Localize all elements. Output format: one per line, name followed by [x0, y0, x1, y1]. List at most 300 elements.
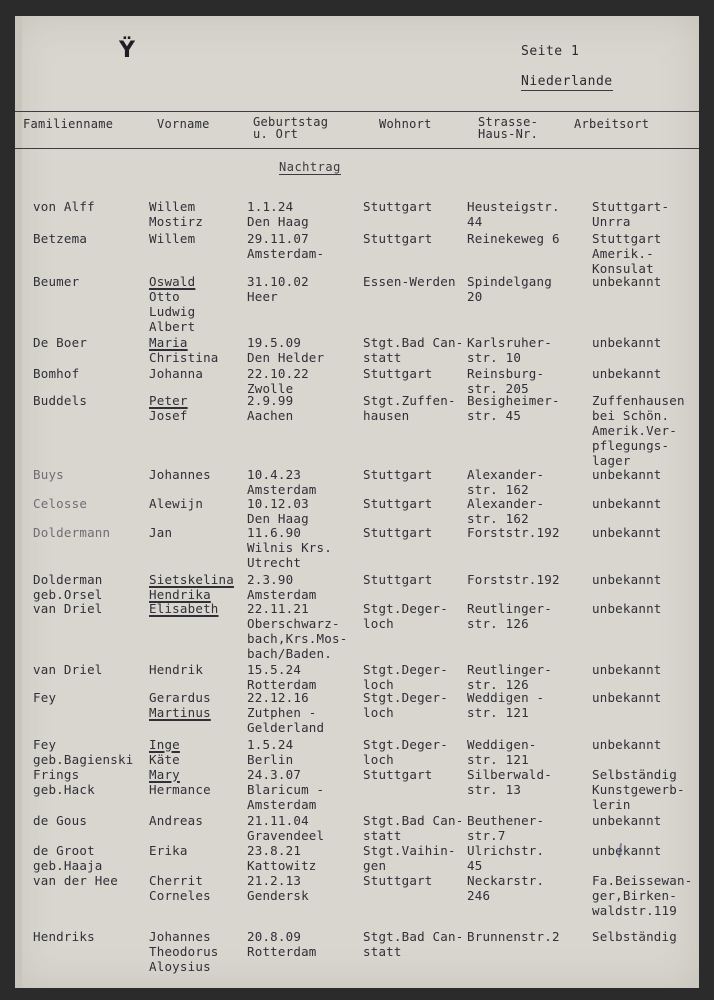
- familienname-line: Buddels: [33, 393, 88, 408]
- cell-familienname: [33, 525, 110, 540]
- geburt-line: Gendersk: [247, 888, 309, 903]
- geburt-line: bach,Krs.Mos-: [247, 631, 348, 646]
- wohnort-line: Stgt.Deger-: [363, 601, 448, 616]
- vorname-line: Cherrit: [149, 873, 204, 888]
- geburt-line: 2.3.90: [247, 572, 294, 587]
- strasse-line: Weddigen -: [467, 690, 545, 705]
- cell-strasse: [467, 572, 560, 587]
- header-strasse: Strasse- Haus-Nr.: [478, 115, 539, 141]
- geburt-line: 24.3.07: [247, 767, 302, 782]
- wohnort-line: Stuttgart: [363, 572, 433, 587]
- wohnort-line: Stgt.Vaihin-: [363, 843, 456, 858]
- strasse-line: 44: [467, 214, 483, 229]
- cell-geburt: [247, 767, 324, 812]
- cell-arbeitsort: [592, 467, 662, 482]
- arbeitsort-line: unbekannt: [592, 737, 662, 752]
- wohnort-line: Stuttgart: [363, 231, 433, 246]
- cell-familienname: [33, 601, 103, 616]
- vorname-line: Maria: [149, 335, 188, 350]
- vorname-line: Sietskelina: [149, 572, 234, 587]
- cell-strasse: [467, 813, 544, 843]
- cell-vorname: [149, 231, 195, 246]
- cell-wohnort: [363, 873, 433, 888]
- cell-geburt: [247, 662, 317, 692]
- handwritten-mark: Ÿ: [119, 38, 135, 63]
- cell-familienname: [33, 199, 95, 214]
- geburt-line: 1.5.24: [247, 737, 294, 752]
- vorname-line: Jan: [149, 525, 173, 540]
- arbeitsort-line: lager: [592, 453, 631, 468]
- familienname-line: geb.Haaja: [33, 858, 103, 873]
- familienname-line: geb.Orsel: [33, 587, 103, 602]
- cell-arbeitsort: [592, 873, 692, 918]
- wohnort-line: Stuttgart: [363, 873, 433, 888]
- vorname-line: Hendrika: [149, 587, 211, 602]
- strasse-line: str. 126: [467, 616, 529, 631]
- arbeitsort-line: Stuttgart: [592, 231, 662, 246]
- strasse-line: Alexander-: [467, 467, 545, 482]
- cell-geburt: [247, 572, 317, 602]
- strasse-line: Beuthener-: [467, 813, 545, 828]
- cell-strasse: [467, 274, 552, 304]
- geburt-line: bach/Baden.: [247, 646, 332, 661]
- wohnort-line: Stgt.Bad Can-: [363, 929, 464, 944]
- cell-geburt: [247, 601, 347, 661]
- familienname-line: de Gous: [33, 813, 88, 828]
- arbeitsort-line: ger,Birken-: [592, 888, 677, 903]
- cell-wohnort: [363, 813, 463, 843]
- vorname-line: Alewijn: [149, 496, 204, 511]
- strasse-line: 20: [467, 289, 483, 304]
- geburt-line: Den Haag: [247, 214, 309, 229]
- familienname-line: De Boer: [33, 335, 88, 350]
- wohnort-line: loch: [363, 616, 394, 631]
- vorname-line: Mostirz: [149, 214, 204, 229]
- strasse-line: 45: [467, 858, 483, 873]
- vorname-line: Gerardus: [149, 690, 211, 705]
- vorname-line: Johannes: [149, 929, 211, 944]
- vorname-line: Josef: [149, 408, 188, 423]
- geburt-line: 2.9.99: [247, 393, 294, 408]
- cell-familienname: [33, 929, 95, 944]
- familienname-line: Beumer: [33, 274, 80, 289]
- cell-wohnort: [363, 274, 456, 289]
- page-number: Seite 1: [521, 44, 580, 59]
- cell-vorname: [149, 662, 203, 677]
- cell-strasse: [467, 929, 560, 944]
- strasse-line: Silberwald-: [467, 767, 552, 782]
- geburt-line: 10.4.23: [247, 467, 302, 482]
- cell-vorname: [149, 601, 219, 616]
- familienname-line: Buys: [33, 467, 64, 482]
- cell-vorname: [149, 767, 211, 797]
- cell-strasse: [467, 496, 544, 526]
- geburt-line: 22.10.22: [247, 366, 309, 381]
- cell-wohnort: [363, 767, 433, 782]
- geburt-line: 21.11.04: [247, 813, 309, 828]
- familienname-line: geb.Bagienski: [33, 752, 134, 767]
- cell-familienname: [33, 767, 95, 797]
- cell-strasse: [467, 525, 560, 540]
- cell-familienname: [33, 662, 103, 677]
- cell-arbeitsort: [592, 393, 685, 468]
- geburt-line: Wilnis Krs.: [247, 540, 332, 555]
- vorname-line: Elisabeth: [149, 601, 219, 616]
- cell-geburt: [247, 335, 324, 365]
- strasse-line: Weddigen-: [467, 737, 537, 752]
- strasse-line: Brunnenstr.2: [467, 929, 560, 944]
- cell-geburt: [247, 929, 317, 959]
- geburt-line: Amsterdam: [247, 482, 317, 497]
- vorname-line: Oswald: [149, 274, 196, 289]
- arbeitsort-line: unbekannt: [592, 496, 662, 511]
- cell-vorname: [149, 335, 219, 365]
- cell-vorname: [149, 496, 203, 511]
- wohnort-line: statt: [363, 944, 402, 959]
- cell-geburt: [247, 274, 309, 304]
- geburt-line: Amsterdam: [247, 587, 317, 602]
- wohnort-line: Stgt.Bad Can-: [363, 813, 464, 828]
- vorname-line: Christina: [149, 350, 219, 365]
- strasse-line: Reinekeweg 6: [467, 231, 560, 246]
- geburt-line: Zwolle: [247, 381, 294, 396]
- vorname-line: Albert: [149, 319, 196, 334]
- cell-arbeitsort: [592, 767, 685, 812]
- geburt-line: 22.11.21: [247, 601, 309, 616]
- cell-vorname: [149, 525, 172, 540]
- cell-arbeitsort: [592, 690, 662, 705]
- header-rule-bottom: [15, 148, 699, 149]
- geburt-line: Blaricum -: [247, 782, 325, 797]
- cell-geburt: [247, 231, 324, 261]
- country-heading: Niederlande: [521, 74, 613, 89]
- arbeitsort-line: Zuffenhausen: [592, 393, 685, 408]
- cell-familienname: [33, 467, 64, 482]
- cell-familienname: [33, 274, 79, 289]
- strasse-line: Heusteigstr.: [467, 199, 560, 214]
- header-familienname: Familienname: [23, 117, 114, 131]
- strasse-line: str. 205: [467, 381, 529, 396]
- strasse-line: str. 45: [467, 408, 522, 423]
- cell-familienname: [33, 873, 118, 888]
- arbeitsort-line: Selbständig: [592, 767, 677, 782]
- strasse-line: str. 10: [467, 350, 522, 365]
- vorname-line: Mary: [149, 767, 180, 782]
- vorname-line: Aloysius: [149, 959, 211, 974]
- cell-arbeitsort: [592, 199, 669, 229]
- wohnort-line: Stuttgart: [363, 366, 433, 381]
- cell-geburt: [247, 873, 309, 903]
- cell-familienname: [33, 690, 56, 705]
- cell-vorname: [149, 737, 180, 767]
- wohnort-line: hausen: [363, 408, 410, 423]
- strasse-line: Neckarstr.: [467, 873, 545, 888]
- cell-geburt: [247, 737, 293, 767]
- cell-arbeitsort: [592, 274, 662, 289]
- cell-strasse: [467, 767, 552, 797]
- vorname-line: Martinus: [149, 705, 211, 720]
- cell-arbeitsort: [592, 813, 662, 828]
- arbeitsort-line: unbekannt: [592, 662, 662, 677]
- ink-mark: [618, 843, 632, 859]
- cell-arbeitsort: [592, 662, 662, 677]
- familienname-line: de Groot: [33, 843, 95, 858]
- geburt-line: Utrecht: [247, 555, 302, 570]
- cell-wohnort: [363, 662, 448, 692]
- cell-geburt: [247, 525, 332, 570]
- cell-wohnort: [363, 601, 448, 631]
- wohnort-line: statt: [363, 828, 402, 843]
- strasse-line: str. 126: [467, 677, 529, 692]
- cell-geburt: [247, 690, 324, 735]
- cell-wohnort: [363, 366, 433, 381]
- strasse-line: Alexander-: [467, 496, 545, 511]
- familienname-line: Frings: [33, 767, 80, 782]
- cell-vorname: [149, 393, 188, 423]
- cell-familienname: [33, 393, 87, 408]
- cell-strasse: [467, 843, 544, 873]
- arbeitsort-line: Fa.Beissewan-: [592, 873, 693, 888]
- geburt-line: 29.11.07: [247, 231, 309, 246]
- strasse-line: Karlsruher-: [467, 335, 552, 350]
- strasse-line: 246: [467, 888, 491, 903]
- vorname-line: Willem: [149, 199, 196, 214]
- wohnort-line: Stuttgart: [363, 525, 433, 540]
- vorname-line: Andreas: [149, 813, 204, 828]
- wohnort-line: loch: [363, 752, 394, 767]
- familienname-line: Celosse: [33, 496, 88, 511]
- cell-strasse: [467, 393, 560, 423]
- strasse-line: Ulrichstr.: [467, 843, 545, 858]
- strasse-line: str. 13: [467, 782, 522, 797]
- cell-wohnort: [363, 496, 433, 511]
- arbeitsort-line: unbekannt: [592, 843, 662, 858]
- vorname-line: Hermance: [149, 782, 211, 797]
- arbeitsort-line: unbekannt: [592, 690, 662, 705]
- familienname-line: Fey: [33, 690, 57, 705]
- cell-strasse: [467, 873, 544, 903]
- geburt-line: Gravendeel: [247, 828, 325, 843]
- cell-arbeitsort: [592, 737, 662, 752]
- vorname-line: Johannes: [149, 467, 211, 482]
- vorname-line: Willem: [149, 231, 196, 246]
- cell-familienname: [33, 737, 133, 767]
- cell-strasse: [467, 662, 552, 692]
- cell-vorname: [149, 873, 211, 903]
- cell-strasse: [467, 231, 560, 246]
- cell-vorname: [149, 813, 203, 828]
- geburt-line: 11.6.90: [247, 525, 302, 540]
- wohnort-line: Stgt.Deger-: [363, 737, 448, 752]
- geburt-line: 22.12.16: [247, 690, 309, 705]
- cell-wohnort: [363, 737, 448, 767]
- strasse-line: str. 162: [467, 482, 529, 497]
- wohnort-line: loch: [363, 677, 394, 692]
- cell-arbeitsort: [592, 496, 662, 511]
- strasse-line: str.7: [467, 828, 506, 843]
- cell-familienname: [33, 335, 87, 350]
- cell-strasse: [467, 199, 560, 229]
- cell-geburt: [247, 199, 309, 229]
- arbeitsort-line: Unrra: [592, 214, 631, 229]
- cell-familienname: [33, 496, 87, 511]
- cell-arbeitsort: [592, 601, 662, 616]
- cell-strasse: [467, 737, 537, 767]
- arbeitsort-line: Konsulat: [592, 261, 654, 276]
- cell-familienname: [33, 572, 103, 602]
- document-page: [15, 16, 699, 988]
- geburt-line: Zutphen -: [247, 705, 317, 720]
- familienname-line: geb.Hack: [33, 782, 95, 797]
- cell-familienname: [33, 366, 79, 381]
- familienname-line: van Driel: [33, 662, 103, 677]
- strasse-line: str. 121: [467, 705, 529, 720]
- familienname-line: Bomhof: [33, 366, 80, 381]
- cell-strasse: [467, 601, 552, 631]
- cell-vorname: [149, 929, 219, 974]
- arbeitsort-line: lerin: [592, 797, 631, 812]
- arbeitsort-line: unbekannt: [592, 335, 662, 350]
- arbeitsort-line: Amerik.Ver-: [592, 423, 677, 438]
- geburt-line: Gelderland: [247, 720, 325, 735]
- header-rule-top: [15, 111, 699, 112]
- vorname-line: Theodorus: [149, 944, 219, 959]
- arbeitsort-line: unbekannt: [592, 813, 662, 828]
- arbeitsort-line: Kunstgewerb-: [592, 782, 685, 797]
- geburt-line: Den Helder: [247, 350, 325, 365]
- header-arbeitsort: Arbeitsort: [574, 117, 650, 131]
- cell-wohnort: [363, 929, 463, 959]
- geburt-line: Kattowitz: [247, 858, 317, 873]
- vorname-line: Otto: [149, 289, 180, 304]
- header-wohnort: Wohnort: [379, 117, 432, 131]
- wohnort-line: Stuttgart: [363, 496, 433, 511]
- cell-geburt: [247, 813, 324, 843]
- cell-wohnort: [363, 393, 456, 423]
- wohnort-line: Essen-Werden: [363, 274, 456, 289]
- geburt-line: Amsterdam: [247, 797, 317, 812]
- arbeitsort-line: pflegungs-: [592, 438, 670, 453]
- arbeitsort-line: unbekannt: [592, 366, 662, 381]
- section-nachtrag: Nachtrag: [279, 160, 341, 174]
- wohnort-line: Stgt.Zuffen-: [363, 393, 456, 408]
- geburt-line: 21.2.13: [247, 873, 302, 888]
- cell-wohnort: [363, 525, 433, 540]
- vorname-line: Peter: [149, 393, 188, 408]
- wohnort-line: gen: [363, 858, 387, 873]
- familienname-line: van der Hee: [33, 873, 118, 888]
- familienname-line: Dolderman: [33, 572, 103, 587]
- geburt-line: Heer: [247, 289, 278, 304]
- cell-familienname: [33, 843, 103, 873]
- strasse-line: str. 121: [467, 752, 529, 767]
- familienname-line: Betzema: [33, 231, 88, 246]
- cell-wohnort: [363, 199, 433, 214]
- cell-vorname: [149, 199, 203, 229]
- vorname-line: Corneles: [149, 888, 211, 903]
- cell-vorname: [149, 366, 203, 381]
- cell-wohnort: [363, 572, 433, 587]
- strasse-line: Reutlinger-: [467, 662, 552, 677]
- cell-vorname: [149, 274, 195, 334]
- geburt-line: Oberschwarz-: [247, 616, 340, 631]
- geburt-line: Den Haag: [247, 511, 309, 526]
- cell-strasse: [467, 335, 552, 365]
- wohnort-line: Stgt.Deger-: [363, 690, 448, 705]
- cell-familienname: [33, 231, 87, 246]
- wohnort-line: Stuttgart: [363, 767, 433, 782]
- strasse-line: str. 162: [467, 511, 529, 526]
- arbeitsort-line: Stuttgart-: [592, 199, 670, 214]
- cell-vorname: [149, 690, 211, 720]
- cell-vorname: [149, 572, 234, 602]
- vorname-line: Käte: [149, 752, 180, 767]
- vorname-line: Inge: [149, 737, 180, 752]
- geburt-line: 19.5.09: [247, 335, 302, 350]
- familienname-line: Hendriks: [33, 929, 95, 944]
- cell-wohnort: [363, 690, 448, 720]
- arbeitsort-line: unbekannt: [592, 467, 662, 482]
- geburt-line: Aachen: [247, 408, 294, 423]
- wohnort-line: loch: [363, 705, 394, 720]
- cell-arbeitsort: [592, 929, 677, 944]
- arbeitsort-line: unbekannt: [592, 274, 662, 289]
- geburt-line: Rotterdam: [247, 677, 317, 692]
- cell-wohnort: [363, 467, 433, 482]
- geburt-line: 20.8.09: [247, 929, 302, 944]
- strasse-line: Reinsburg-: [467, 366, 545, 381]
- strasse-line: Besigheimer-: [467, 393, 560, 408]
- cell-geburt: [247, 496, 309, 526]
- header-geburtstag: Geburtstag u. Ort: [253, 115, 329, 141]
- arbeitsort-line: unbekannt: [592, 525, 662, 540]
- arbeitsort-line: unbekannt: [592, 601, 662, 616]
- cell-vorname: [149, 843, 188, 858]
- familienname-line: Fey: [33, 737, 57, 752]
- geburt-line: Rotterdam: [247, 944, 317, 959]
- vorname-line: Hendrik: [149, 662, 204, 677]
- cell-wohnort: [363, 335, 463, 365]
- strasse-line: Forststr.192: [467, 525, 560, 540]
- cell-wohnort: [363, 843, 456, 873]
- cell-familienname: [33, 813, 87, 828]
- strasse-line: Forststr.192: [467, 572, 560, 587]
- geburt-line: 31.10.02: [247, 274, 309, 289]
- geburt-line: Berlin: [247, 752, 294, 767]
- cell-strasse: [467, 366, 544, 396]
- cell-wohnort: [363, 231, 433, 246]
- cell-arbeitsort: [592, 366, 662, 381]
- cell-arbeitsort: [592, 231, 662, 276]
- wohnort-line: Stgt.Bad Can-: [363, 335, 464, 350]
- vorname-line: Ludwig: [149, 304, 196, 319]
- cell-arbeitsort: [592, 572, 662, 587]
- geburt-line: 15.5.24: [247, 662, 302, 677]
- geburt-line: 23.8.21: [247, 843, 302, 858]
- geburt-line: 10.12.03: [247, 496, 309, 511]
- familienname-line: von Alff: [33, 199, 95, 214]
- cell-vorname: [149, 467, 211, 482]
- wohnort-line: Stuttgart: [363, 467, 433, 482]
- strasse-line: Reutlinger-: [467, 601, 552, 616]
- wohnort-line: Stuttgart: [363, 199, 433, 214]
- geburt-line: Amsterdam-: [247, 246, 325, 261]
- familienname-line: van Driel: [33, 601, 103, 616]
- cell-geburt: [247, 366, 309, 396]
- cell-geburt: [247, 393, 293, 423]
- cell-arbeitsort: [592, 525, 662, 540]
- strasse-line: Spindelgang: [467, 274, 552, 289]
